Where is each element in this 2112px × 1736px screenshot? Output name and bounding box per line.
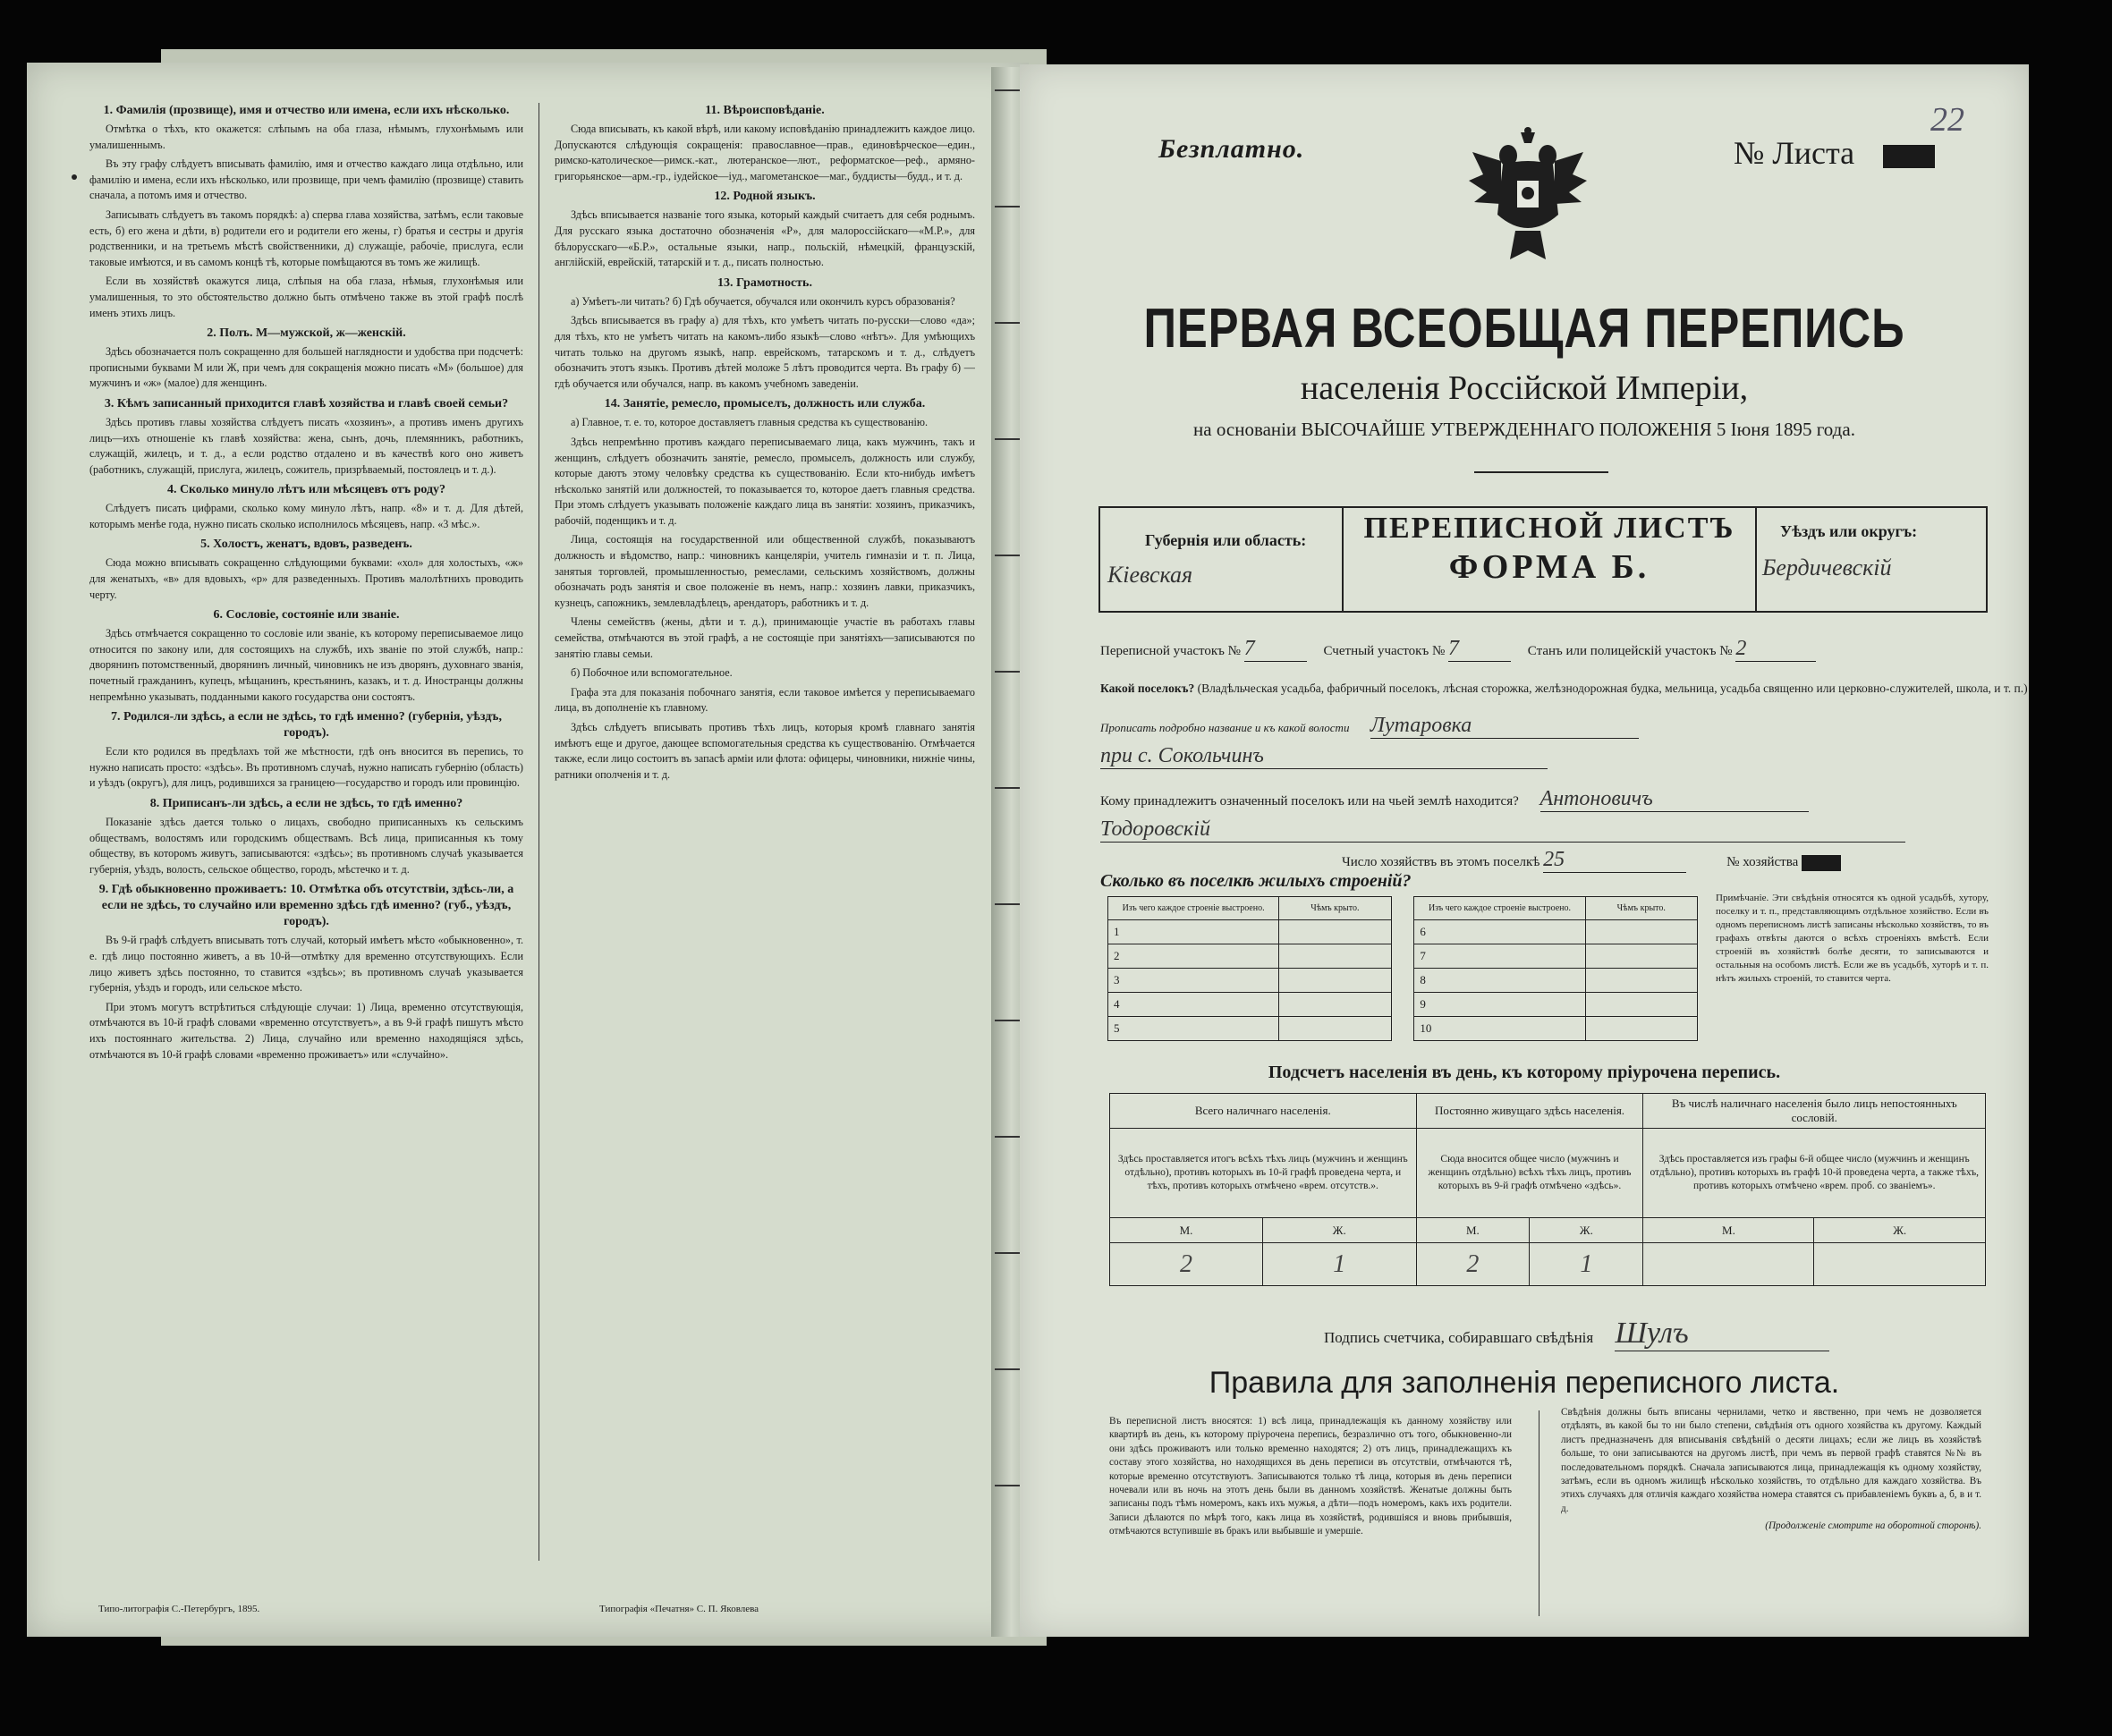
row-number: 10	[1414, 1017, 1585, 1041]
printer-imprint-right: Типографія «Печатня» С. П. Яковлева	[599, 1604, 759, 1614]
row-number: 3	[1108, 969, 1279, 993]
owner-label: Кому принадлежитъ означенный поселокъ или на чьей землѣ находится?	[1100, 794, 1519, 809]
count-desc-resident: Сюда вносится общее число (мужчинъ и женщинъ отдѣльно) всѣхъ тѣхъ лицъ, противъ которыхъ въ 9-й графѣ отмѣчено «здѣсь».	[1416, 1129, 1643, 1218]
count-value: 2	[1416, 1243, 1530, 1286]
table-row	[1108, 969, 1698, 993]
instruction-paragraph: Здѣсь отмѣчается сокращенно то сословіе или званіе, къ которому переписываемое лицо относится по закону или, для состоящихъ на службѣ, ихъ званіе по этой службѣ, напр.: дворянинъ потомственный, дворянинъ личный, чиновникъ не изъ дворянъ, духовнаго званія, почетный гражданинъ, купецъ, мѣщанинъ, крестьянинъ, казакъ, и т. д. Иностранцы должны непремѣнно указывать, подданными какого государства они состоятъ.	[89, 627, 523, 703]
instruction-paragraph: Слѣдуетъ писать цифрами, сколько кому минуло лѣтъ, напр. «8» и т. д. Для дѣтей, которымъ менѣе года, нужно писать сколько исполнилось мѣсяцевъ, напр. «3 мѣс.».	[89, 502, 523, 530]
table-row	[1108, 944, 1698, 969]
instruction-heading: 4. Сколько минуло лѣтъ или мѣсяцевъ отъ роду?	[166, 483, 446, 497]
form-title: ПЕРЕПИСНОЙ ЛИСТЪ	[1363, 512, 1735, 545]
instruction-heading: 3. Кѣмъ записанный приходится главѣ хозяйства и главѣ своей семьи?	[104, 396, 509, 411]
rules-title: Правила для заполненія переписного листа.	[1209, 1366, 1840, 1400]
build-head-material: Изъ чего каждое строеніе выстроено.	[1414, 897, 1585, 920]
owner-row-2	[1100, 817, 1905, 843]
buildings-table	[1107, 896, 1698, 1041]
census-title: ПЕРВАЯ ВСЕОБЩАЯ ПЕРЕПИСЬ	[1143, 298, 1905, 360]
owner-row	[1100, 787, 1809, 812]
roof-cell	[1279, 993, 1391, 1017]
instruction-paragraph: Здѣсь слѣдуетъ вписывать противъ тѣхъ лицъ, которыя кромѣ главнаго занятія имѣютъ еще и другое, дающее вспомогательныя средства къ существованію. Отмѣчается также, если лицо состоитъ въ запасѣ арміи или флота: офицеры, чиновники, нижніе чины, ратники ополченія и т. д.	[555, 721, 975, 781]
instruction-heading: 6. Сословіе, состояніе или званіе.	[213, 608, 400, 622]
male-column-label: М.	[1643, 1218, 1814, 1243]
instruction-paragraph: Здѣсь обозначается полъ сокращенно для большей наглядности и удобства при подсчетѣ: прописными буквами М или Ж, при чемъ для сокращенія можно писать «М» (большое) для мужчинъ и «ж» (малое) для женщинъ.	[89, 345, 523, 390]
male-column-label: М.	[1416, 1218, 1530, 1243]
census-subtitle: населенія Россійской Имперіи,	[1300, 369, 1749, 407]
sheet-number-handwritten: 22	[1930, 101, 1964, 139]
rules-continuation: (Продолженіе смотрите на оборотной сторонѣ).	[1765, 1520, 1981, 1532]
settlement-value: Лутаровка	[1370, 714, 1639, 739]
row-number: 1	[1108, 920, 1279, 944]
row-number: 6	[1414, 920, 1585, 944]
settlement-row	[1100, 682, 2028, 696]
build-head-roof: Чѣмъ крыто.	[1279, 897, 1391, 920]
female-column-label: Ж.	[1530, 1218, 1643, 1243]
instruction-heading: 7. Родился-ли здѣсь, а если не здѣсь, то гдѣ именно? (губернія, уѣздъ, городъ).	[111, 710, 502, 741]
instruction-paragraph: Если въ хозяйствѣ окажутся лица, слѣпыя на оба глаза, нѣмыя, глухонѣмыя или умалишенныя, то это обстоятельство должно быть отмѣчено также въ этой графѣ послѣ именъ этихъ лицъ.	[89, 275, 523, 319]
instruction-paragraph: Лица, состоящія на государственной или общественной службѣ, показываютъ должность и вѣдомство, напр.: чиновникъ канцеляріи, учитель гимназіи и т. п. Лица, занятыя торговлей, промышленностью, ремеслами, сельскимъ хозяйствомъ, должны обозначать родъ занятія и свое положеніе въ немъ, напр.: хозяинъ лавки, приказчикъ, кузнецъ, сапожникъ, землевладѣлецъ, арендаторъ, работникъ и т. д.	[555, 533, 975, 609]
instruction-paragraph: Показаніе здѣсь дается только о лицахъ, свободно приписанныхъ къ сельскимъ обществамъ, волостямъ или городскимъ обществамъ. Всѣ лица, приписанныя къ тому обществу, въ которомъ живутъ, записываются: «здѣсь»; въ противномъ случаѣ указывается губернія, уѣздъ, волость, сельское общество, городъ, мѣстечко и т. д.	[89, 816, 523, 876]
district-numbers-row	[1100, 637, 1816, 662]
build-head-roof: Чѣмъ крыто.	[1585, 897, 1697, 920]
instructions-column-a	[89, 98, 523, 1565]
instruction-paragraph: При этомъ могутъ встрѣтиться слѣдующіе случаи: 1) Лица, временно отсутствующія, отмѣчаются въ 10-й графѣ словами «временно отсутствуетъ», а въ 9-й графѣ пишутъ мѣсто ихъ постояннаго жительства. 2) Лица, случайно или временно находящіяся здѣсь, отмѣчаются въ 10-й графѣ словами «временно проживаетъ» или «случайно».	[89, 1000, 523, 1061]
table-row	[1108, 993, 1698, 1017]
instruction-heading: 13. Грамотность.	[717, 275, 812, 290]
settlement-label: Какой поселокъ?	[1100, 682, 1195, 695]
table-gap	[1391, 897, 1414, 920]
form-header-box	[1098, 506, 1988, 613]
instruction-heading: 9. Гдѣ обыкновенно проживаетъ: 10. Отмѣтка объ отсутствіи, здѣсь-ли, а если не здѣсь, то случайно или временно здѣсь гдѣ именно? (губ., уѣздъ, городъ).	[98, 883, 514, 929]
instruction-paragraph: б) Побочное или вспомогательное.	[571, 666, 733, 680]
counting-district-label: Счетный участокъ №	[1323, 644, 1446, 658]
owner-value-2: Тодоровскій	[1100, 817, 1905, 843]
roof-cell	[1279, 1017, 1391, 1041]
instruction-paragraph: а) Умѣетъ-ли читать? б) Гдѣ обучается, обучался или окончилъ курсъ образованія?	[571, 294, 955, 308]
settlement-hint-2: Прописать подробно название и къ какой волости	[1100, 721, 1350, 734]
households-row	[1342, 848, 1841, 873]
instruction-heading: 12. Родной языкъ.	[714, 190, 816, 204]
count-value	[1814, 1243, 1986, 1286]
province-value: Кіевская	[1107, 562, 1193, 588]
row-number: 9	[1414, 993, 1585, 1017]
instruction-paragraph: Сюда можно вписывать сокращенно слѣдующими буквами: «хол» для холостыхъ, «ж» для женатыхъ, «в» для вдовыхъ, «р» для разведенныхъ. Противъ малолѣтнихъ проводить черту.	[89, 556, 523, 601]
instruction-paragraph: Въ 9-й графѣ слѣдуетъ вписывать тотъ случай, который имѣетъ мѣсто «обыкновенно», т. е. гдѣ лицо постоянно живетъ, а въ 10-й—отмѣтку для временно отсутствующихъ. Если лицо живетъ здѣсь постоянно, то ставится «здѣсь»; въ противномъ случаѣ указывается губернія, уѣздъ и городъ, или сельское мѣсто.	[89, 934, 523, 995]
instruction-paragraph: а) Главное, т. е. то, которое доставляетъ главныя средства къ существованію.	[571, 416, 929, 429]
double-headed-eagle-icon	[1465, 125, 1590, 268]
left-page	[27, 63, 1029, 1637]
province-label: Губернія или область:	[1145, 531, 1307, 549]
count-head-resident: Постоянно живущаго здѣсь населенія.	[1416, 1094, 1643, 1129]
row-number: 8	[1414, 969, 1585, 993]
instruction-heading: 8. Приписанъ-ли здѣсь, а если не здѣсь, то гдѣ именно?	[149, 797, 463, 810]
counting-district-value: 7	[1448, 637, 1511, 662]
district-value: Бердичевскій	[1762, 555, 1892, 580]
female-column-label: Ж.	[1814, 1218, 1986, 1243]
household-number-redaction	[1802, 855, 1841, 871]
population-count-title: Подсчетъ населенія въ день, къ которому пріурочена перепись.	[1268, 1063, 1781, 1082]
instruction-paragraph: Сюда вписывать, къ какой вѣрѣ, или какому исповѣданію принадлежитъ каждое лицо. Допускаются слѣдующія сокращенія: православное—прав., единовѣрческое—един., римско-католическое—римск.-кат., лютеранское—лют., реформатское—реф., армяно-григорьянское—арм.-гр., іудейское—іуд., магометанское—маг., буддисты—будд., и т. д.	[555, 123, 975, 182]
population-count-table	[1109, 1093, 1986, 1286]
instruction-paragraph: Члены семействъ (жены, дѣти и т. д.), принимающіе участіе въ работахъ главы семейства, отмѣчаются въ этой графѣ, а не состоящіе при занятіяхъ—записываются по занятію главы семьи.	[555, 615, 975, 660]
count-desc-present: Здѣсь проставляется итогъ всѣхъ тѣхъ лицъ (мужчинъ и женщинъ отдѣльно), противъ которыхъ въ 10-й графѣ проведена черта, и тѣхъ, противъ которыхъ отмѣчено «врем. отсутств.».	[1110, 1129, 1417, 1218]
instruction-heading: 1. Фамилія (прозвище), имя и отчество или имена, если ихъ нѣсколько.	[103, 104, 510, 117]
row-number: 2	[1108, 944, 1279, 969]
instruction-paragraph: Здѣсь непремѣнно противъ каждаго переписываемаго лица, какъ мужчинъ, такъ и женщинъ, слѣдуетъ обозначить занятіе, ремесло, промыселъ, должность или службу, которые даютъ этому человѣку средства къ существованію. Если кто-нибудь имѣетъ нѣсколько занятій или должностей, то показывается то, которое даетъ главныя средства. При этомъ слѣдуетъ указывать положеніе каждаго лица въ занятіи: хозяинъ, приказчикъ, рабочій, поденщикъ и т. д.	[555, 435, 975, 527]
count-value: 1	[1530, 1243, 1643, 1286]
roof-cell	[1279, 969, 1391, 993]
instructions-column-b	[555, 98, 975, 1565]
instruction-heading: 11. Вѣроисповѣданіе.	[705, 104, 825, 117]
roof-cell	[1585, 1017, 1697, 1041]
census-decree-line: на основаніи ВЫСОЧАЙШЕ УТВЕРЖДЕННАГО ПОЛОЖЕНІЯ 5 Іюня 1895 года.	[1193, 419, 1855, 440]
instruction-paragraph: Отмѣтка о тѣхъ, кто окажется: слѣпымъ на оба глаза, нѣмымъ, глухонѣмымъ или умалишеннымъ.	[89, 123, 523, 151]
instruction-paragraph: Въ эту графу слѣдуетъ вписывать фамилію, имя и отчество каждаго лица отдѣльно, или фамилію и имена, если ихъ нѣсколько, или прозвище, при чемъ фамилію (прозвище) ставить сначала, а потомъ имя и отчество.	[89, 157, 523, 202]
settlement-hint: (Владѣльческая усадьба, фабричный поселокъ, лѣсная сторожка, желѣзнодорожная будка, мельница, усадьба священно или церковно-служителей, школа, и т. п.)	[1197, 682, 2028, 695]
row-number: 4	[1108, 993, 1279, 1017]
instruction-paragraph: Если кто родился въ предѣлахъ той же мѣстности, гдѣ онъ вносится въ перепись, то нужно написать просто: «здѣсь». Въ противномъ случаѣ, нужно написать губернію (область) и уѣздъ (округъ), для лицъ, родившихся за границею—государство и городъ или провинцію.	[89, 745, 523, 790]
build-head-material: Изъ чего каждое строеніе выстроено.	[1108, 897, 1279, 920]
district-label: Уѣздъ или округъ:	[1780, 522, 1918, 540]
stan-label: Станъ или полицейскій участокъ №	[1527, 644, 1733, 658]
table-gap	[1391, 969, 1414, 993]
households-value: 25	[1543, 848, 1686, 873]
instruction-paragraph: Здѣсь противъ главы хозяйства слѣдуетъ писать «хозяинъ», а противъ именъ другихъ лицъ—ихъ отношеніе къ главѣ хозяйства: жена, сынъ, дочь, племянникъ, работникъ, служащій, жилецъ, и т. д., а если родство отдалено и въ качествѣ кого оно живетъ (работникъ, служащій, прислуга, жилецъ, сожитель, призрѣваемый, постоялецъ и т. д.).	[89, 415, 523, 476]
rules-column-b	[1561, 1406, 1981, 1534]
signature-row	[1324, 1317, 1829, 1351]
title-divider	[1474, 471, 1608, 473]
count-head-transient: Въ числѣ наличнаго населенія было лицъ непостоянныхъ сословій.	[1643, 1094, 1986, 1129]
female-column-label: Ж.	[1262, 1218, 1416, 1243]
sheet-number-label: № Листа	[1734, 135, 1855, 171]
row-number: 5	[1108, 1017, 1279, 1041]
printer-imprint-left: Типо-литографія С.-Петербургъ, 1895.	[98, 1604, 260, 1614]
table-gap	[1391, 993, 1414, 1017]
census-district-label: Переписной участокъ №	[1100, 644, 1241, 658]
instruction-heading: 14. Занятіе, ремесло, промыселъ, должность или служба.	[604, 397, 926, 411]
table-row	[1108, 1017, 1698, 1041]
signature-value: Шулъ	[1615, 1317, 1829, 1351]
table-gap	[1391, 1017, 1414, 1041]
instruction-heading: 2. Полъ. М—мужской, ж—женскій.	[207, 326, 406, 341]
form-title-block	[1342, 508, 1757, 611]
signature-label: Подпись счетчика, собиравшаго свѣдѣнія	[1324, 1329, 1594, 1346]
table-gap	[1391, 944, 1414, 969]
roof-cell	[1585, 993, 1697, 1017]
instruction-paragraph: Графа эта для показанія побочнаго занятія, если таковое имѣется у переписываемаго лица, въ дополненіе къ главному.	[555, 685, 975, 715]
households-label: Число хозяйствъ въ этомъ поселкѣ	[1342, 855, 1540, 869]
census-form-page	[1020, 64, 2029, 1637]
settlement-value-2: при с. Сокольчинъ	[1100, 744, 1548, 769]
sheet-number-redaction	[1883, 145, 1935, 168]
count-value: 2	[1110, 1243, 1263, 1286]
owner-value: Антоновичъ	[1540, 787, 1809, 812]
male-column-label: М.	[1110, 1218, 1263, 1243]
stan-value: 2	[1735, 637, 1816, 662]
instruction-paragraph: Здѣсь вписывается въ графу а) для тѣхъ, кто умѣетъ читать по-русски—слово «да»; для тѣхъ, кто не умѣетъ читать на какомъ-либо языкѣ—слово «нѣтъ». Для умѣющихъ читать только на другомъ языкѣ, напр. еврейскомъ, татарскомъ и т. д., слѣдуетъ обозначить этотъ языкъ. Противъ дѣтей моложе 5 лѣтъ проводится черта. Въ графу б) — гдѣ обучается или обучался, напр. въ какомъ учебномъ заведеніи.	[555, 314, 975, 390]
margin-mark	[72, 174, 77, 180]
free-label: Безплатно.	[1158, 134, 1305, 164]
settlement-row-3	[1100, 744, 1548, 769]
rules-text-b: Свѣдѣнія должны быть вписаны чернилами, четко и явственно, при чемъ не дозволяется отдѣлять, въ какой бы то ни было степени, свѣдѣнія отъ одного хозяйства къ другому. Каждый листъ предназначенъ для вписыванія свѣдѣній о десяти лицахъ; если же лицъ въ хозяйствѣ больше, то они записываются на другомъ листѣ, при чемъ въ первой графѣ ставятся №№ въ последовательномъ порядкѣ. Сначала записываются лица, принадлежащія къ одному хозяйству, затѣмъ, если въ одномъ жилищѣ нѣсколько хозяйствъ, то отдѣльно для каждаго хозяйства. Въ этихъ случаяхъ для отличія каждаго хозяйства номера ставятся съ прибавленіемъ буквъ а, б, в и т. д.	[1561, 1407, 1981, 1514]
buildings-note: Примѣчаніе. Эти свѣдѣнія относятся къ одной усадьбѣ, хутору, поселку и т. п., представляющимъ отдѣльное хозяйство. Если въ одномъ переписномъ листѣ записаны нѣсколько хозяйствъ, то въ графахъ отвѣты даются о всѣхъ строеніяхъ вмѣстѣ. Если строеній въ хозяйствѣ болѣе десяти, то записываются и остальныя на особомъ листѣ. Если же въ усадьбѣ, хуторѣ и т. п. нѣтъ жилыхъ строеній, то ставится черта.	[1716, 893, 1989, 984]
roof-cell	[1585, 969, 1697, 993]
table-row	[1108, 920, 1698, 944]
buildings-title: Сколько въ поселкѣ жилыхъ строеній?	[1100, 871, 1412, 891]
roof-cell	[1279, 920, 1391, 944]
census-district-value: 7	[1244, 637, 1307, 662]
roof-cell	[1585, 944, 1697, 969]
table-gap	[1391, 920, 1414, 944]
form-type: ФОРМА Б.	[1448, 548, 1650, 586]
settlement-row-2	[1100, 714, 1639, 739]
count-value	[1643, 1243, 1814, 1286]
roof-cell	[1279, 944, 1391, 969]
instruction-paragraph: Здѣсь вписывается названіе того языка, который каждый считаетъ для себя роднымъ. Для русскаго языка достаточно обозначенія «Р», для малороссійскаго—«М.Р.», для бѣлорусскаго—«Б.Р.», остальные языки, напр., польскій, нѣмецкій, французскій, англійскій, еврейскій, татарскій и т. д., писать полностью.	[555, 208, 975, 269]
roof-cell	[1585, 920, 1697, 944]
instruction-paragraph: Записывать слѣдуетъ въ такомъ порядкѣ: а) сперва глава хозяйства, затѣмъ, если таковые есть, б) его жена и дѣти, в) родители его и родители его жены, г) братья и сестры и другія родственники, и на третьемъ мѣстѣ свойственники, д) служащіе, рабочіе, прислуга, если таковые имѣются, и въ самомъ концѣ тѣ, которые помѣщаются въ томъ же жилищѣ.	[89, 207, 523, 268]
instruction-heading: 5. Холостъ, женатъ, вдовъ, разведенъ.	[200, 538, 412, 552]
count-value: 1	[1262, 1243, 1416, 1286]
row-number: 7	[1414, 944, 1585, 969]
count-head-present: Всего наличнаго населенія.	[1110, 1094, 1417, 1129]
count-desc-transient: Здѣсь проставляется изъ графы 6-й общее число (мужчинъ и женщинъ отдѣльно), противъ которыхъ въ графѣ 10-й проведена черта, а также тѣхъ, противъ которыхъ отмѣчено «врем. проб. со званіемъ».	[1643, 1129, 1986, 1218]
household-number-label: № хозяйства	[1726, 855, 1799, 869]
rules-column-a: Въ переписной листъ вносятся: 1) всѣ лица, принадлежащія къ данному хозяйству или квартирѣ въ день, къ которому пріурочена перепись, безразлично отъ того, обыкновенно-ли они здѣсь проживаютъ или только временно находятся; 2) отъ лицъ, принадлежащихъ къ составу этого хозяйства, но находящихся въ день переписи въ отсутствіи, отмѣчаются тѣ, которые временно отсутствуютъ. Записываются только тѣ лица, которыя въ день переписи ночевали или въ ночь на этотъ день были въ данномъ хозяйствѣ. Женатые должны быть записаны подъ тѣмъ номеромъ, какъ ихъ мужья, а дѣти—подъ номеромъ, какъ ихъ родители. Записи дѣлаются по мѣрѣ того, какъ лица въ хозяйствѣ, родившіяся и вновь прибывшія, отмѣчаются вступившіе въ бракъ или выбывшіе и умершіе.	[1109, 1416, 1512, 1537]
